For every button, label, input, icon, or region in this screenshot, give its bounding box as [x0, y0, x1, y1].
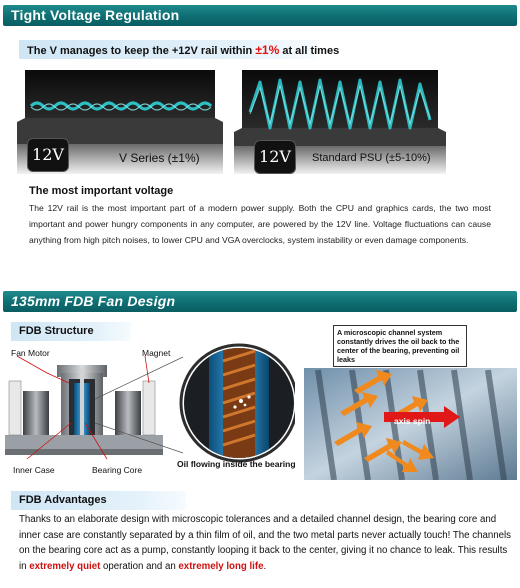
- voltage-body: The 12V rail is the most important part of a modern power supply. Both the CPU and graphics cards, the two most important and power hungry components in any computer, are powered by the 12V line. Voltage fluctuations can cause anything from high pitch noises, to lower CPU and VGA overclocks, system instability or even damage components.: [29, 203, 491, 245]
- fdb-structure-diagram: [3, 343, 295, 477]
- axis-spin-label: axis spin: [394, 416, 431, 426]
- claim-suffix: at all times: [279, 45, 340, 57]
- fdb-advantages-label: FDB Advantages: [11, 491, 186, 510]
- adv-quiet-highlight: extremely quiet: [29, 560, 101, 572]
- 12v-badge: 12V: [27, 138, 69, 172]
- fdb-structure-label: FDB Structure: [11, 322, 131, 341]
- standard-psu-wave-panel: [234, 70, 446, 175]
- voltage-claim: [19, 40, 340, 59]
- 12v-badge: 12V: [254, 140, 296, 174]
- section-title: Tight Voltage Regulation: [11, 7, 180, 23]
- magnet-label: Magnet: [142, 348, 171, 358]
- v-series-wave-panel: [17, 70, 223, 175]
- fan-motor-label: Fan Motor: [11, 348, 50, 358]
- section-title: 135mm FDB Fan Design: [11, 293, 176, 309]
- microchannel-callout: A microscopic channel system constantly drives the oil back to the center of the bearing, preventing oil leaks: [333, 325, 467, 367]
- claim-prefix: The V manages to keep the +12V rail within: [27, 45, 256, 57]
- voltage-heading: The most important voltage: [29, 185, 174, 197]
- bearing-core-label: Bearing Core: [92, 465, 143, 475]
- section-header-voltage: [3, 5, 517, 26]
- standard-psu-label: Standard PSU (±5-10%): [312, 152, 431, 164]
- adv-life-highlight: extremely long life: [178, 560, 264, 572]
- adv-main-text: Thanks to an elaborate design with microscopic tolerances and a detailed channel design, the bearing core and inner case are constantly separated by a thin film of oil, and the two metal parts never actually touch! The channels on the bearing core act as a pump, constantly looping it back to the center, giving it no chance to leak. This results in: [19, 514, 512, 572]
- section-header-fan: [3, 291, 517, 312]
- fdb-advantages-text: [19, 512, 517, 574]
- adv-middle-text: operation and an: [100, 560, 179, 572]
- adv-end-text: .: [263, 560, 267, 572]
- oil-flow-label: Oil flowing inside the bearing: [177, 459, 296, 469]
- v-series-label: V Series (±1%): [119, 151, 200, 165]
- inner-case-label: Inner Case: [13, 465, 55, 475]
- claim-highlight: ±1%: [255, 43, 280, 57]
